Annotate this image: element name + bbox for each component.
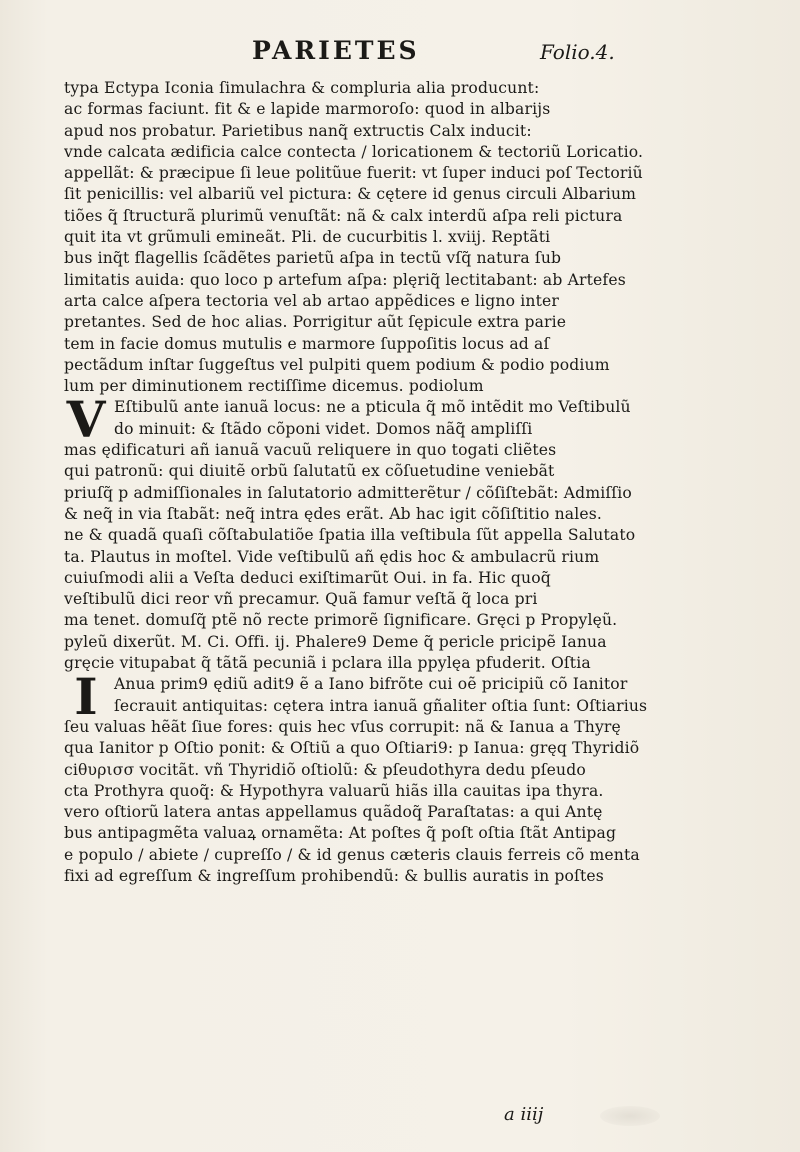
text-line: fixi ad egreſſum & ingreſſum prohibendũ: & bullis auratis in poſtes [64, 866, 604, 885]
text-line: apud nos probatur. Parietibus nanq̃ extructis Calx inducit: [64, 121, 532, 140]
text-line: gręcie vitupabat q̃ tãtã pecuniã i pclara illa ppylęa pfuderit. Oſtia [64, 654, 591, 673]
text-line: priuſq̃ p admiſſionales in ſalutatorio admitterẽtur / cõſiſtebãt: Admiſſio [64, 483, 632, 502]
drop-cap: V [66, 390, 106, 449]
text-line: Eſtibulũ ante ianuã locus: ne a pticula q̃ mõ intẽdit mo Veſtibulũ [114, 398, 631, 417]
text-line: limitatis auida: quo loco p artefum aſpa: plęriq̃ lectitabant: ab Artefes [64, 270, 626, 289]
text-line: bus antipagmẽta valuaꝝ ornamẽta: At poſtes q̃ poſt oſtia ſtãt Antipag [64, 824, 617, 843]
text-line: appellãt: & præcipue ſi leue politũue fuerit: vt ſuper induci poſ Tectoriũ [64, 164, 643, 183]
text-line: Anua prim9 ędiũ adit9 ẽ a Iano bifrõte cui oẽ pricipiũ cõ Ianitor [114, 675, 628, 694]
text-line: mas ędificaturi añ ianuã vacuũ reliquere in quo togati cliẽtes [64, 441, 557, 460]
text-line: ſeu valuas hẽãt ſiue fores: quis hec vſus corrupit: nã & Ianua a Thyrę [64, 717, 621, 736]
text-line: tem in facie domus mutulis e marmore ſuppoſitis locus ad aſ [64, 334, 550, 353]
page-header [0, 34, 800, 74]
signature-mark: a iiij [504, 1104, 544, 1125]
text-line: veſtibulũ dici reor vñ precamur. Quã famur veſtã q̃ loca pri [64, 590, 538, 609]
text-line: ma tenet. domuſq̃ ptẽ nõ recte primorẽ ſignificare. Gręci p Propylęũ. [64, 611, 618, 630]
ink-spot [600, 1106, 660, 1126]
text-line: pretantes. Sed de hoc alias. Porrigitur aũt ſępicule extra parie [64, 313, 567, 332]
drop-cap: I [74, 667, 98, 726]
text-line: cta Prothyra quoq̃: & Hypothyra valuarũ hiãs illa cauitas ipa thyra. [64, 781, 604, 800]
text-line: ſecrauit antiquitas: cętera intra ianuã gñaliter oſtia ſunt: Oſtiarius [114, 696, 648, 715]
text-line: vero oſtiorũ latera antas appellamus quãdoq̃ Paraſtatas: a qui Antę [64, 803, 603, 822]
text-line: do minuit: & ſtãdo cõponi videt. Domos nãq̃ ampliſſi [114, 419, 533, 438]
text-line: bus inq̃t flagellis ſcãdẽtes parietũ aſpa in tectũ vſq̃ natura ſub [64, 249, 562, 268]
folio-number: Folio.4. [540, 40, 615, 64]
running-head: PARIETES [252, 36, 420, 65]
text-line: qua Ianitor p Oſtio ponit: & Oſtiũ a quo Oſtiari9: p Ianua: gręq Thyridiõ [64, 739, 640, 758]
text-line: ciθυρισσ vocitãt. vñ Thyridiõ oſtiolũ: & pſeudothyra dedu pſeudo [64, 760, 586, 779]
text-line: vnde calcata ædificia calce contecta / loricationem & tectoriũ Loricatio. [64, 142, 644, 161]
text-line: arta calce aſpera tectoria vel ab artao appẽdices e ligno inter [64, 291, 559, 310]
text-line: pyleũ dixerũt. M. Ci. Offi. ij. Phalere9 Deme q̃ pericle pricipẽ Ianua [64, 632, 607, 651]
text-line: e populo / abiete / cupreſſo / & id genus cæteris clauis ferreis cõ menta [64, 845, 640, 864]
text-line: ta. Plautus in moſtel. Vide veſtibulũ añ ędis hoc & ambulacrũ rium [64, 547, 600, 566]
text-line: lum per diminutionem rectiſſime dicemus. podiolum [64, 377, 484, 396]
text-line: tiões q̃ ſtructurã plurimũ venuſtãt: nã & calx interdũ aſpa reli pictura [64, 206, 623, 225]
text-line: quit ita vt grũmuli emineãt. Pli. de cucurbitis l. xviij. Reptãti [64, 228, 551, 247]
text-line: cuiuſmodi alii a Veſta deduci exiſtimarũt Oui. in fa. Hic quoq̃ [64, 568, 551, 587]
text-line: pectãdum inſtar ſuggeſtus vel pulpiti quem podium & podio podium [64, 355, 610, 374]
text-line: & neq̃ in via ſtabãt: neq̃ intra ędes erãt. Ab hac igit cõſiſtitio nales. [64, 504, 603, 523]
text-line: ac formas faciunt. fit & e lapide marmoroſo: quod in albarijs [64, 100, 551, 119]
text-line: ſit penicillis: vel albariũ vel pictura: & cętere id genus circuli Albarium [64, 185, 637, 204]
text-line [64, 887, 734, 908]
text-line: qui patronũ: qui diuitẽ orbũ ſalutatũ ex cõſuetudine veniebãt [64, 462, 555, 481]
text-block [64, 78, 734, 909]
text-line: ne & quadã quaſi cõſtabulatiõe ſpatia illa veſtibula ſũt appella Salutato [64, 526, 636, 545]
text-line: typa Ectypa Iconia ſimulachra & compluria alia producunt: [64, 79, 540, 97]
